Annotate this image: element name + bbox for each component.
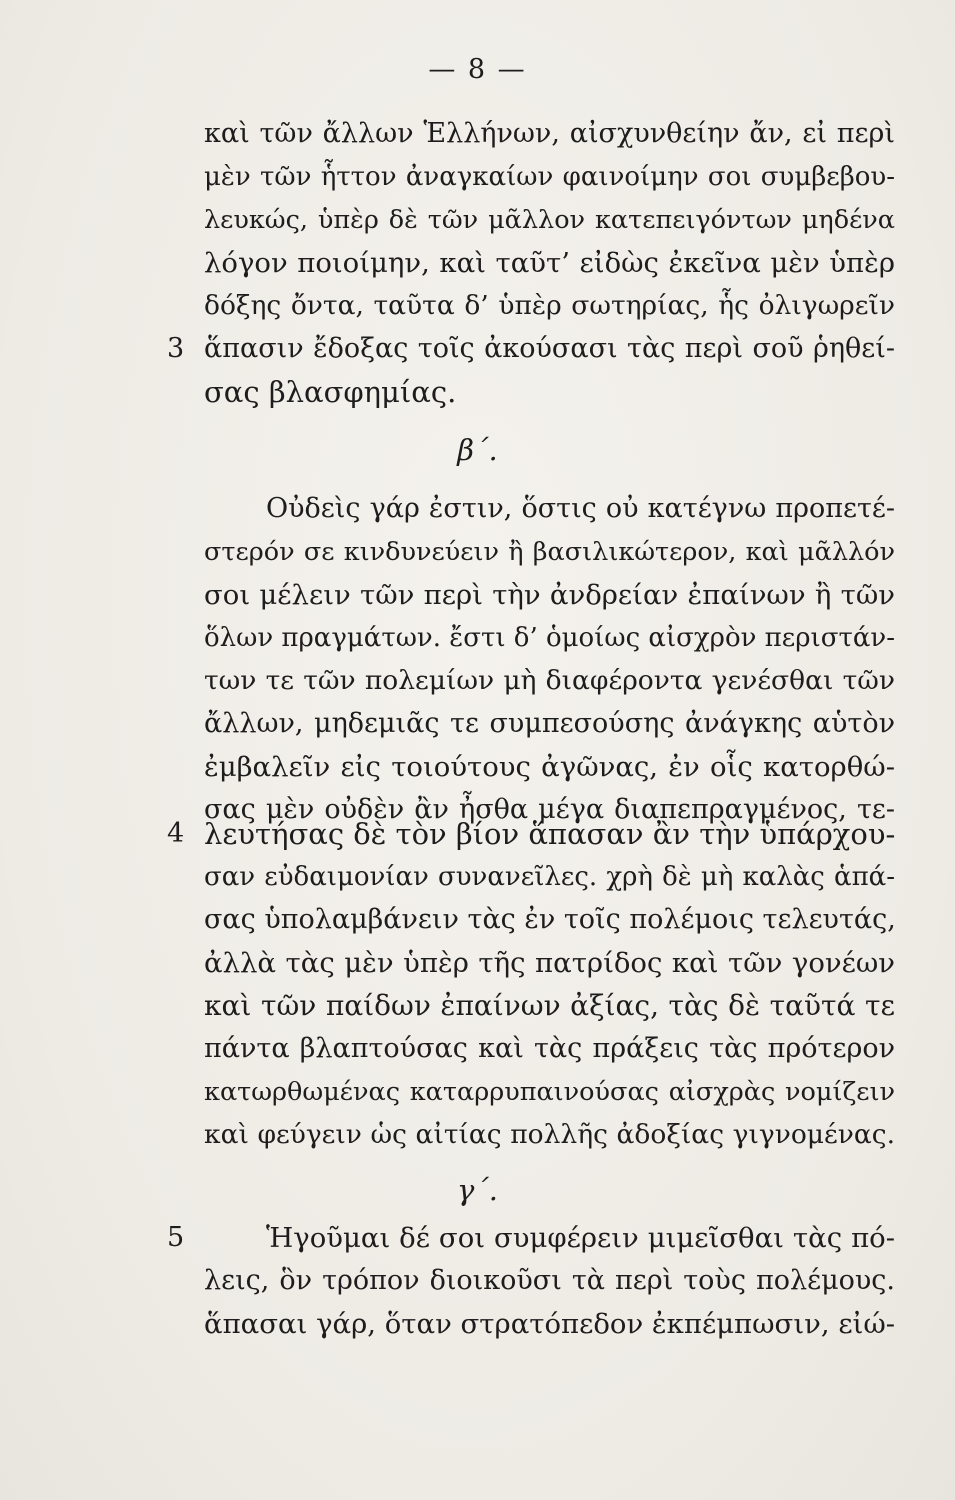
text-line: μὲν τῶν ἧττον ἀναγκαίων φαινοίμην σοι συμβεβου- (204, 162, 895, 192)
text-line: καὶ τῶν ἄλλων Ἑλλήνων, αἰσχυνθείην ἄν, εἰ περὶ (204, 118, 895, 149)
text-line: πάντα βλαπτούσας καὶ τὰς πράξεις τὰς πρότερον (204, 1033, 895, 1064)
margin-section-number: 3 (167, 333, 185, 364)
text-line: λόγον ποιοίμην, καὶ ταῦτ’ εἰδὼς ἐκεῖνα μὲν ὑπὲρ (204, 247, 895, 279)
text-line: Ἡγοῦμαι δέ σοι συμφέρειν μιμεῖσθαι τὰς πό- (266, 1222, 895, 1254)
text-line: καὶ φεύγειν ὡς αἰτίας πολλῆς ἀδοξίας γιγνομένας. (204, 1119, 895, 1150)
text-line: ἐμβαλεῖν εἰς τοιούτους ἀγῶνας, ἐν οἷς κατορθώ- (204, 751, 895, 783)
text-line: ὅλων πραγμάτων. ἔστι δ’ ὁμοίως αἰσχρὸν περιστάν- (204, 623, 895, 653)
section-heading-gamma: γ΄. (456, 1173, 499, 1207)
section-heading-beta: β΄. (457, 433, 498, 467)
margin-section-number: 4 (167, 818, 185, 849)
margin-section-number: 5 (167, 1222, 185, 1253)
text-line: καὶ τῶν παίδων ἐπαίνων ἀξίας, τὰς δὲ ταῦτά τε (204, 989, 895, 1022)
text-line: δόξης ὄντα, ταῦτα δ’ ὑπὲρ σωτηρίας, ἧς ὀλιγωρεῖν (204, 290, 895, 321)
text-line: στερόν σε κινδυνεύειν ἢ βασιλικώτερον, καὶ μᾶλλόν (204, 537, 895, 567)
text-line: ἄλλων, μηδεμιᾶς τε συμπεσούσης ἀνάγκης αὑτὸν (204, 708, 895, 739)
text-line: των τε τῶν πολεμίων μὴ διαφέροντα γενέσθαι τῶν (204, 665, 895, 696)
text-line: σας ὑπολαμβάνειν τὰς ἐν τοῖς πολέμοις τελευτάς, (204, 904, 896, 935)
text-line: ἅπασιν ἔδοξας τοῖς ἀκούσασι τὰς περὶ σοῦ ῥηθεί- (204, 333, 895, 364)
text-line: κατωρθωμένας καταρρυπαινούσας αἰσχρὰς νομίζειν (204, 1077, 895, 1107)
text-line: σας μὲν οὐδὲν ἂν ἦσθα μέγα διαπεπραγμένος, τε- (204, 794, 895, 825)
text-line: λεις, ὃν τρόπον διοικοῦσι τὰ περὶ τοὺς πολέμους. (204, 1265, 895, 1296)
text-line: σοι μέλειν τῶν περὶ τὴν ἀνδρείαν ἐπαίνων ἢ τῶν (204, 579, 895, 611)
text-line: σας βλασφημίας. (204, 375, 457, 409)
text-line: σαν εὐδαιμονίαν συνανεῖλες. χρὴ δὲ μὴ καλὰς ἁπά- (204, 862, 895, 892)
text-line: ἀλλὰ τὰς μὲν ὑπὲρ τῆς πατρίδος καὶ τῶν γονέων (204, 947, 895, 979)
page-number: — 8 — (428, 54, 527, 85)
text-line: Οὐδεὶς γάρ ἐστιν, ὅστις οὐ κατέγνω προπετέ- (266, 493, 895, 524)
text-line: λευτήσας δὲ τὸν βίον ἅπασαν ἂν τὴν ὑπάρχου- (204, 817, 896, 851)
text-line: ἅπασαι γάρ, ὅταν στρατόπεδον ἐκπέμπωσιν, εἰώ- (204, 1308, 896, 1340)
text-line: λευκώς, ὑπὲρ δὲ τῶν μᾶλλον κατεπειγόντων μηδένα (204, 205, 895, 235)
